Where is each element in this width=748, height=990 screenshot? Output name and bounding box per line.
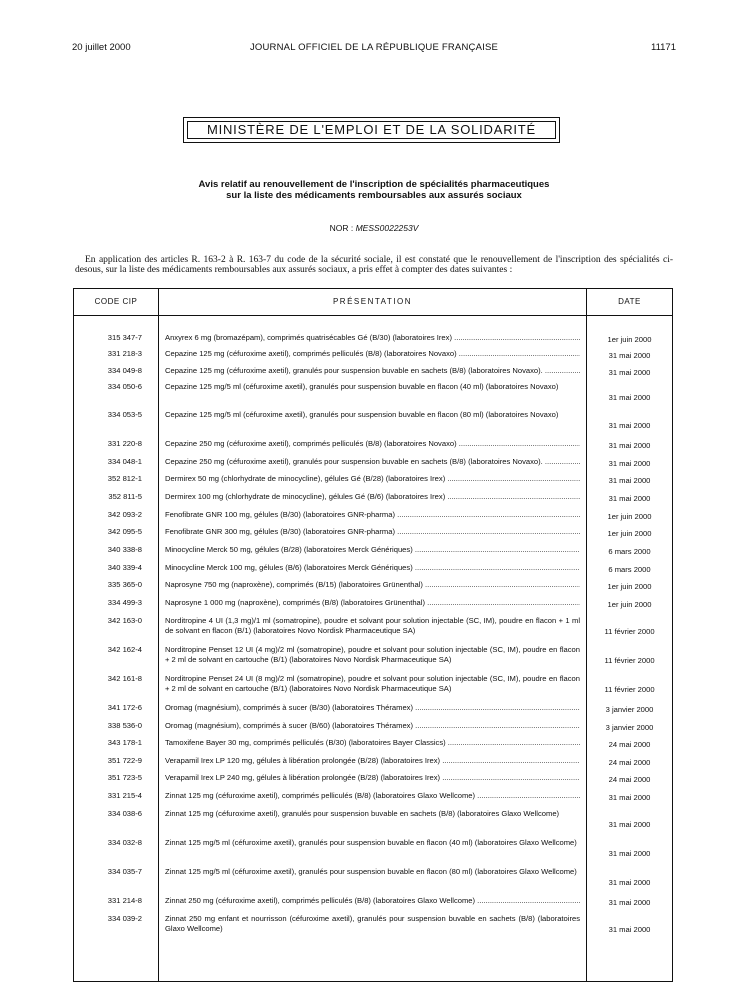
presentation-text: Verapamil Irex LP 240 mg, gélules à libération prolongée (B/28) (laboratoires Irex) ..... <box>165 773 580 783</box>
cip-code: 331 218-3 <box>107 349 142 358</box>
effective-date: 11 février 2000 <box>604 656 655 665</box>
cip-code: 351 723-5 <box>107 773 142 782</box>
cip-code: 331 215-4 <box>107 791 142 800</box>
cip-code: 342 162-4 <box>107 645 142 654</box>
cip-code: 334 032-8 <box>107 838 142 847</box>
effective-date: 1er juin 2000 <box>607 600 652 609</box>
cip-code: 331 220-8 <box>107 439 142 448</box>
cip-code: 338 536-0 <box>107 721 142 730</box>
cip-code: 334 039-2 <box>107 914 142 923</box>
cip-code: 352 811-5 <box>108 492 142 501</box>
effective-date: 31 mai 2000 <box>608 476 651 485</box>
cip-code: 352 812-1 <box>107 474 142 483</box>
effective-date: 6 mars 2000 <box>608 565 651 574</box>
presentation-text: Zinnat 250 mg enfant et nourrisson (céfuroxime axetil), granulés pour suspension buvable en sachets (B/8) (laboratoires Glaxo Wellcome) <box>165 914 580 933</box>
cip-code: 334 048-1 <box>107 457 142 466</box>
ministry-box <box>183 117 560 143</box>
notice-title-line-1: Avis relatif au renouvellement de l'inscription de spécialités pharmaceutiques <box>198 179 550 190</box>
presentation-text: Cepazine 125 mg/5 ml (céfuroxime axetil), granulés pour suspension buvable en flacon (40 ml) (laboratoires Novaxo) <box>165 382 559 391</box>
cip-code: 334 038-6 <box>107 809 142 818</box>
presentation-text: Anxyrex 6 mg (bromazépam), comprimés quatrisécables Gé (B/30) (laboratoires Irex) ..... <box>165 333 580 343</box>
effective-date: 31 mai 2000 <box>608 878 651 887</box>
cip-code: 343 178-1 <box>107 738 142 747</box>
effective-date: 31 mai 2000 <box>608 351 651 360</box>
effective-date: 31 mai 2000 <box>608 441 651 450</box>
cip-code: 335 365-0 <box>107 580 142 589</box>
effective-date: 24 mai 2000 <box>608 775 651 784</box>
presentation-text: Norditropine 4 UI (1,3 mg)/1 ml (somatropine), poudre et solvant pour solution injectable (SC, IM), poudre en flacon + 1 ml de solvant en flacon (B/1) (laboratoires Novo Nordisk Pharmaceutique SA) <box>165 616 580 635</box>
effective-date: 31 mai 2000 <box>608 925 651 934</box>
nor-reference <box>0 223 748 233</box>
cip-code: 331 214-8 <box>107 896 142 905</box>
presentation-text: Norditropine Penset 24 UI (8 mg)/2 ml (somatropine), poudre et solvant pour solution injectable (SC, IM), poudre en flacon + 2 ml de solvant en cartouche (B/1) (laboratoires Novo Nordisk Pharmaceutique SA) <box>165 674 580 693</box>
cip-code: 342 161-8 <box>107 674 142 683</box>
ministry-title: MINISTÈRE DE L'EMPLOI ET DE LA SOLIDARITÉ <box>187 121 556 139</box>
effective-date: 11 février 2000 <box>604 685 655 694</box>
presentation-text: Cepazine 125 mg (céfuroxime axetil), granulés pour suspension buvable en sachets (B/8) (laboratoires Novaxo). ..... <box>165 366 580 376</box>
effective-date: 24 mai 2000 <box>608 740 651 749</box>
presentation-text: Tamoxifene Bayer 30 mg, comprimés pelliculés (B/30) (laboratoires Bayer Classics) ..... <box>165 738 580 748</box>
cip-code: 334 499-3 <box>107 598 142 607</box>
journal-title: JOURNAL OFFICIEL DE LA RÉPUBLIQUE FRANÇAISE <box>249 42 499 53</box>
presentation-text: Verapamil Irex LP 120 mg, gélules à libération prolongée (B/28) (laboratoires Irex) ..... <box>165 756 580 766</box>
presentation-text: Dermirex 50 mg (chlorhydrate de minocycline), gélules Gé (B/28) (laboratoires Irex) ..... <box>165 474 580 484</box>
effective-date: 31 mai 2000 <box>608 849 651 858</box>
presentation-text: Fenofibrate GNR 300 mg, gélules (B/30) (laboratoires GNR-pharma) ..... <box>165 527 580 537</box>
specialties-table <box>73 288 673 982</box>
effective-date: 31 mai 2000 <box>608 820 651 829</box>
effective-date: 1er juin 2000 <box>607 582 652 591</box>
presentation-text: Cepazine 250 mg (céfuroxime axetil), comprimés pelliculés (B/8) (laboratoires Novaxo) ..... <box>165 439 580 449</box>
cip-code: 340 339-4 <box>107 563 142 572</box>
presentation-text: Minocycline Merck 50 mg, gélules (B/28) (laboratoires Merck Génériques) ..... <box>165 545 580 555</box>
cip-code: 334 050-6 <box>107 382 142 391</box>
cip-code: 342 093-2 <box>107 510 142 519</box>
nor-label: NOR : <box>329 223 354 233</box>
intro-paragraph: En application des articles R. 163-2 à R. 163-7 du code de la sécurité sociale, il est constaté que le renouvellement de l'inscription des spécialités ci-desous, sur la liste des médicaments remboursables aux assurés sociaux, a pris effet à compter des dates suivantes : <box>75 255 673 275</box>
effective-date: 31 mai 2000 <box>608 494 651 503</box>
cip-code: 351 722-9 <box>107 756 142 765</box>
presentation-text: Zinnat 125 mg (céfuroxime axetil), comprimés pelliculés (B/8) (laboratoires Glaxo Wellcome) ..... <box>165 791 580 801</box>
column-header-code: CODE CIP <box>94 297 138 306</box>
presentation-text: Minocycline Merck 100 mg, gélules (B/6) (laboratoires Merck Génériques) ..... <box>165 563 580 573</box>
page-header <box>72 42 676 56</box>
presentation-text: Fenofibrate GNR 100 mg, gélules (B/30) (laboratoires GNR-pharma) ..... <box>165 510 580 520</box>
column-header-presentation: PRÉSENTATION <box>332 297 413 306</box>
presentation-text: Zinnat 125 mg/5 ml (céfuroxime axetil), granulés pour suspension buvable en flacon (80 ml) (laboratoires Glaxo Wellcome) <box>165 867 577 876</box>
effective-date: 31 mai 2000 <box>608 793 651 802</box>
presentation-text: Cepazine 125 mg (céfuroxime axetil), comprimés pelliculés (B/8) (laboratoires Novaxo) ..... <box>165 349 580 359</box>
effective-date: 6 mars 2000 <box>608 547 651 556</box>
notice-title <box>150 179 598 201</box>
effective-date: 31 mai 2000 <box>608 459 651 468</box>
cip-code: 334 035-7 <box>107 867 142 876</box>
effective-date: 31 mai 2000 <box>608 368 651 377</box>
cip-code: 340 338-8 <box>107 545 142 554</box>
presentation-text: Cepazine 250 mg (céfuroxime axetil), granulés pour suspension buvable en sachets (B/8) (laboratoires Novaxo). ..... <box>165 457 580 467</box>
presentation-text: Dermirex 100 mg (chlorhydrate de minocycline), gélules Gé (B/6) (laboratoires Irex) ..... <box>165 492 580 502</box>
cip-code: 315 347-7 <box>107 333 142 342</box>
effective-date: 3 janvier 2000 <box>605 705 654 714</box>
effective-date: 31 mai 2000 <box>608 393 651 402</box>
effective-date: 11 février 2000 <box>604 627 655 636</box>
effective-date: 31 mai 2000 <box>608 421 651 430</box>
presentation-text: Oromag (magnésium), comprimés à sucer (B/30) (laboratoires Théramex) ..... <box>165 703 580 713</box>
presentation-text: Oromag (magnésium), comprimés à sucer (B/60) (laboratoires Théramex) ..... <box>165 721 580 731</box>
presentation-text: Zinnat 125 mg/5 ml (céfuroxime axetil), granulés pour suspension buvable en flacon (40 ml) (laboratoires Glaxo Wellcome) <box>165 838 577 847</box>
effective-date: 31 mai 2000 <box>608 898 651 907</box>
cip-code: 334 049-8 <box>107 366 142 375</box>
effective-date: 1er juin 2000 <box>607 529 652 538</box>
cip-code: 334 053-5 <box>107 410 142 419</box>
notice-title-line-2: sur la liste des médicaments remboursables aux assurés sociaux <box>226 190 522 201</box>
cip-code: 341 172-6 <box>107 703 142 712</box>
presentation-text: Cepazine 125 mg/5 ml (céfuroxime axetil), granulés pour suspension buvable en flacon (80 ml) (laboratoires Novaxo) <box>165 410 559 419</box>
cip-code: 342 163-0 <box>107 616 142 625</box>
page-number: 11171 <box>650 42 676 53</box>
nor-value: MESS0022253V <box>355 223 419 233</box>
issue-date: 20 juillet 2000 <box>72 42 131 53</box>
presentation-text: Naprosyne 1 000 mg (naproxène), comprimés (B/8) (laboratoires Grünenthal) ..... <box>165 598 580 608</box>
column-header-date: DATE <box>618 297 641 306</box>
presentation-text: Naprosyne 750 mg (naproxène), comprimés (B/15) (laboratoires Grünenthal) ..... <box>165 580 580 590</box>
effective-date: 24 mai 2000 <box>608 758 651 767</box>
effective-date: 3 janvier 2000 <box>605 723 654 732</box>
header-divider <box>74 315 672 316</box>
column-divider <box>158 289 159 981</box>
effective-date: 1er juin 2000 <box>607 335 652 344</box>
presentation-text: Zinnat 250 mg (céfuroxime axetil), comprimés pelliculés (B/8) (laboratoires Glaxo Wellcome) ..... <box>165 896 580 906</box>
presentation-text: Zinnat 125 mg (céfuroxime axetil), granulés pour suspension buvable en sachets (B/8) (laboratoires Glaxo Wellcome) <box>165 809 560 818</box>
presentation-text: Norditropine Penset 12 UI (4 mg)/2 ml (somatropine), poudre et solvant pour solution injectable (SC, IM), poudre en flacon + 2 ml de solvant en cartouche (B/1) (laboratoires Novo Nordisk Pharmaceutique SA) <box>165 645 580 664</box>
effective-date: 1er juin 2000 <box>607 512 652 521</box>
cip-code: 342 095-5 <box>107 527 142 536</box>
